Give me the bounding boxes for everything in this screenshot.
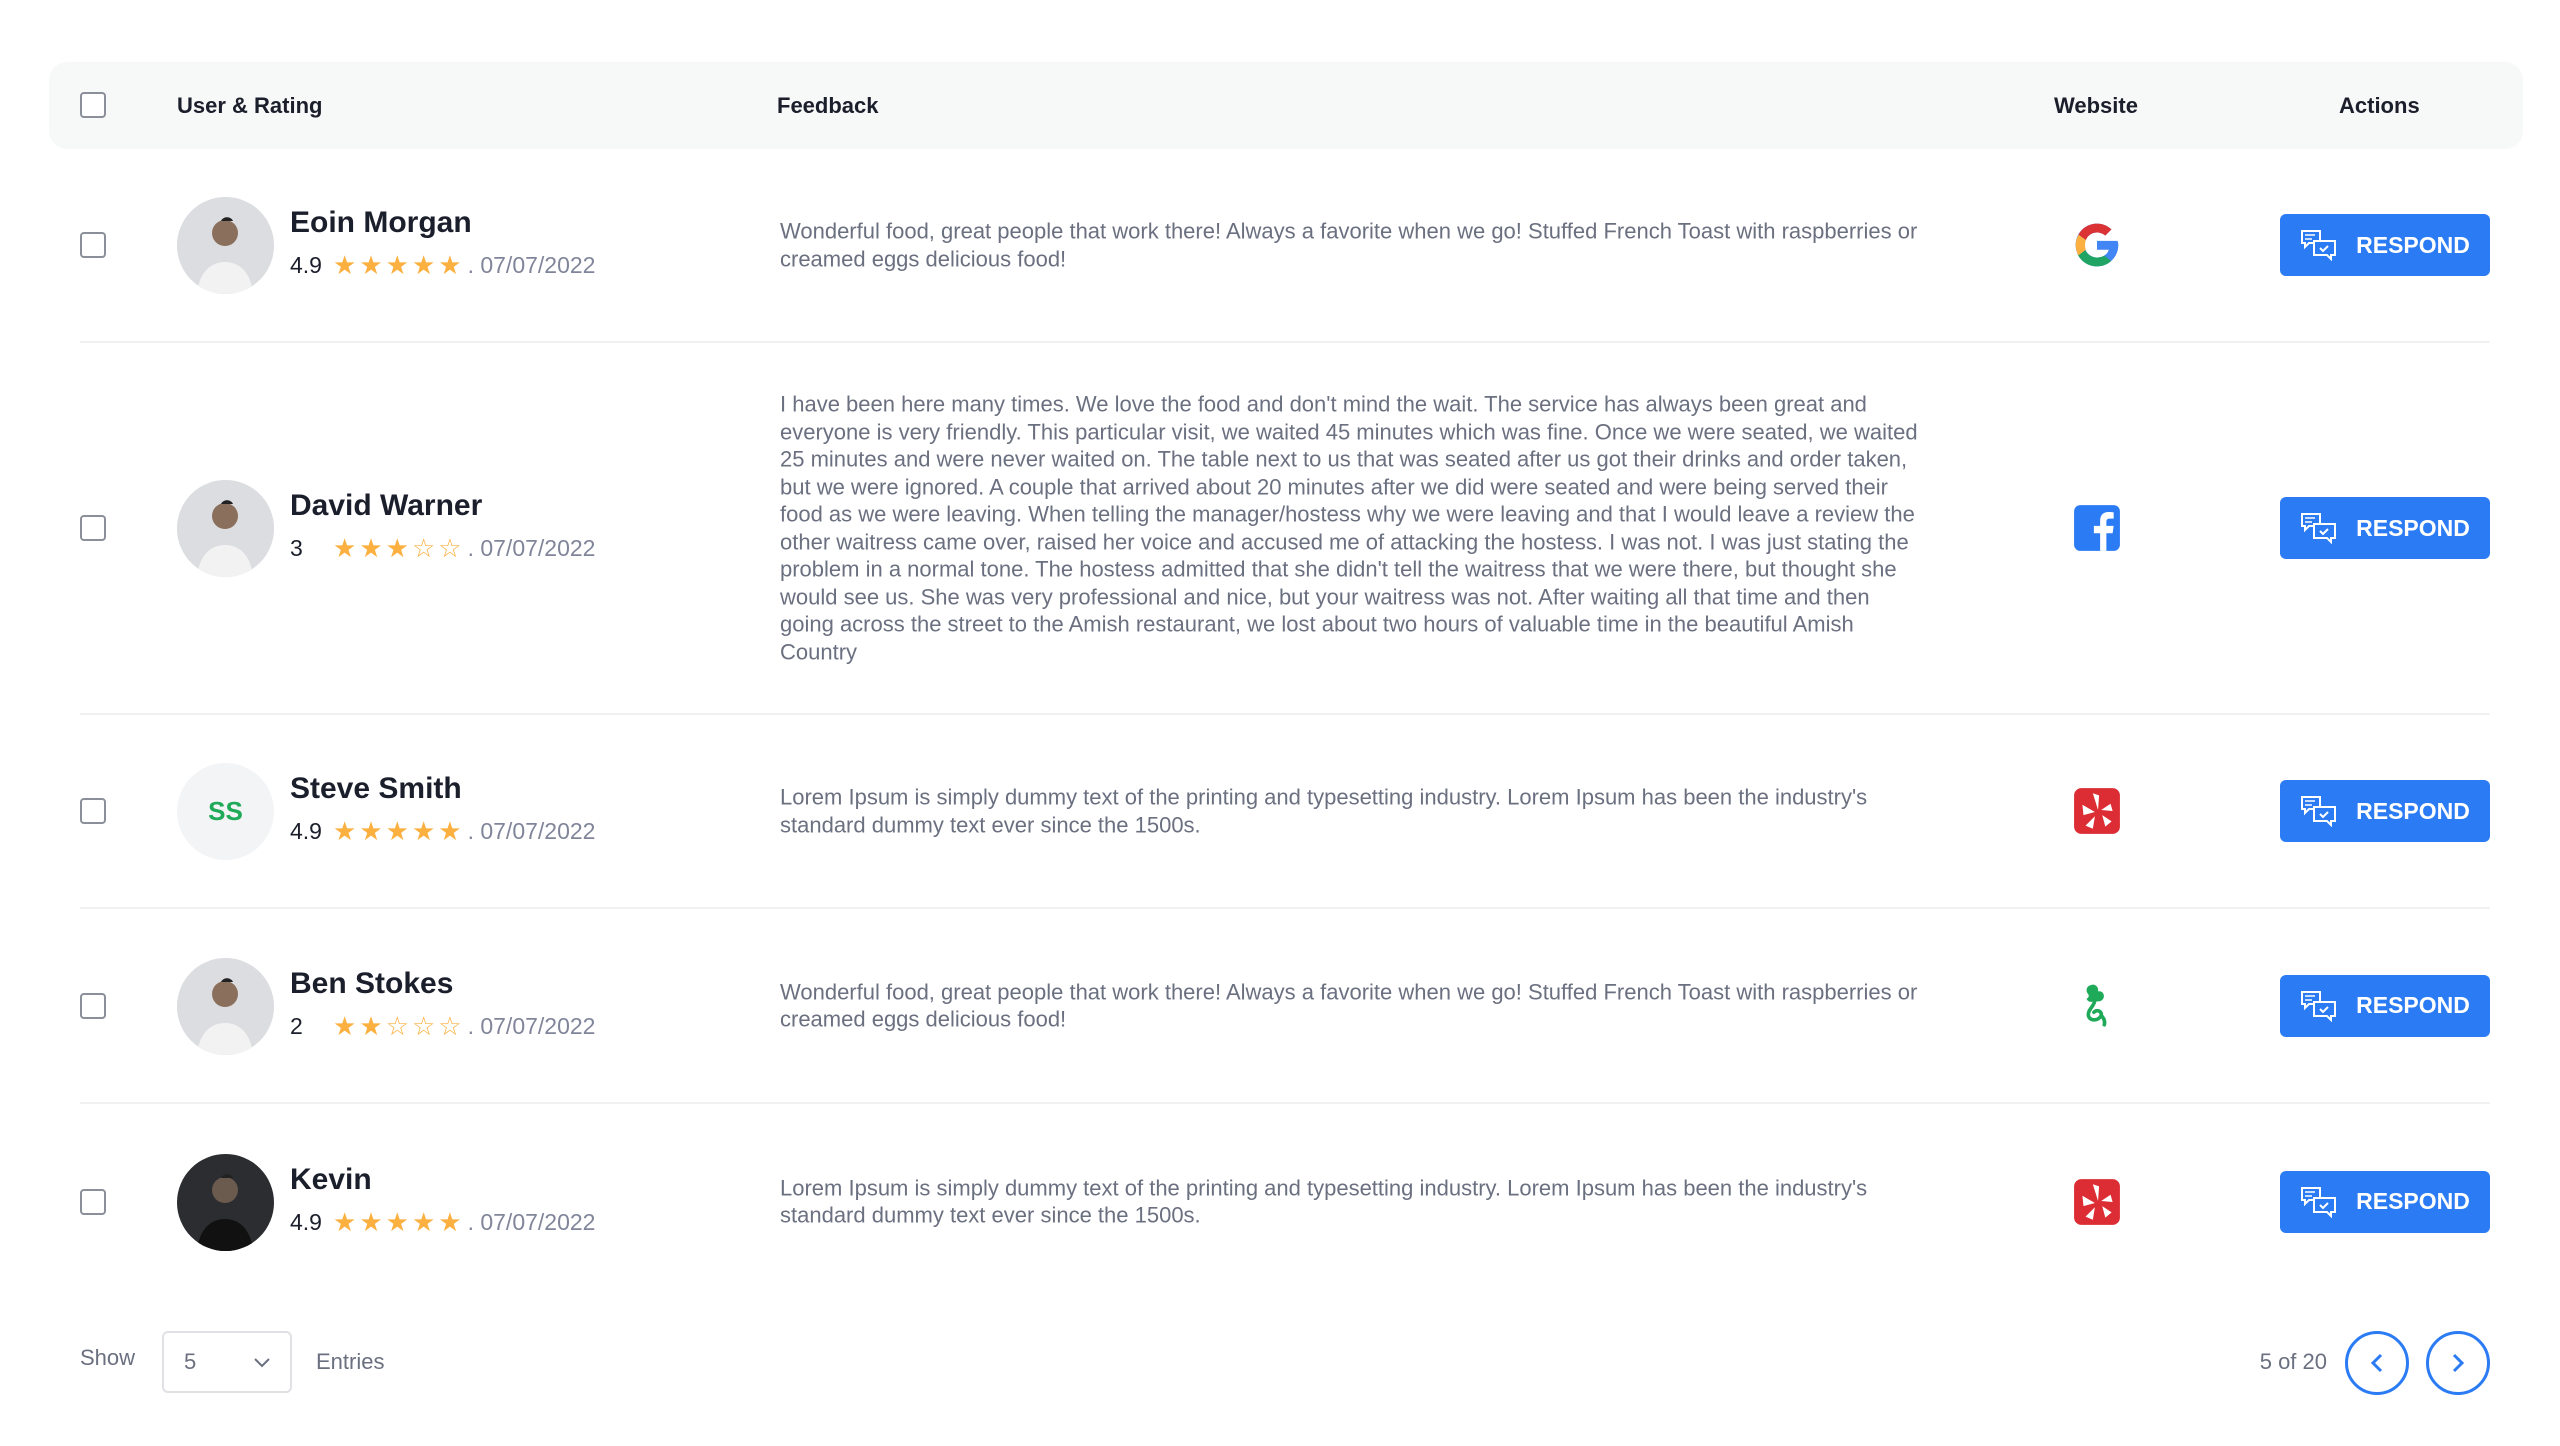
- respond-button[interactable]: [2280, 975, 2490, 1037]
- star-empty-icon: ☆: [438, 533, 462, 563]
- column-actions: Actions: [2339, 93, 2420, 118]
- avatar-initials: SS: [208, 796, 243, 826]
- review-date: . 07/07/2022: [467, 1012, 596, 1039]
- star-rating: [333, 811, 462, 851]
- star-filled-icon: ★: [385, 1206, 409, 1237]
- star-filled-icon: ★: [333, 816, 357, 846]
- star-filled-icon: ★: [359, 250, 383, 280]
- user-info: [290, 201, 595, 285]
- star-filled-icon: ★: [333, 1206, 357, 1237]
- facebook-icon: [2072, 503, 2122, 553]
- entries-value: 5: [184, 1349, 197, 1374]
- table-footer: [0, 1331, 2560, 1393]
- respond-label: RESPOND: [2356, 514, 2470, 541]
- star-filled-icon: ★: [359, 1206, 383, 1237]
- user-info: [290, 1158, 595, 1242]
- table-row: [80, 343, 2490, 715]
- previous-page-button[interactable]: [2345, 1331, 2409, 1395]
- table-row: [80, 909, 2490, 1104]
- avatar: [177, 480, 274, 577]
- tripadvisor-sprout-icon: [2072, 981, 2122, 1031]
- respond-label: RESPOND: [2356, 797, 2470, 824]
- star-filled-icon: ★: [438, 816, 462, 846]
- page-info: 5 of 20: [2259, 1349, 2327, 1374]
- next-page-button[interactable]: [2426, 1331, 2490, 1395]
- star-filled-icon: ★: [385, 533, 409, 563]
- star-filled-icon: ★: [411, 250, 436, 280]
- star-filled-icon: ★: [411, 1206, 436, 1237]
- rating-value: 4.9: [290, 1208, 322, 1235]
- column-website: Website: [2054, 93, 2138, 118]
- feedback-text: I have been here many times. We love the food and don't mind the wait. The service has always been great and everyone is very friendly. This particular visit, we waited 45 minutes which was fine. Once we were seated, we waited 25 minutes and were never waited on. The table next to us that was seated after us got their drinks and order taken, but we were ignored. A couple that arrived about 20 minutes after we did were seated and were being served their food as we were leaving. When telling the manager/hostess why we were leaving and that I would leave a review the other waitress came over, raised her voice and accused me of attacking the hostess. I was not. I was just stating the problem in a normal tone. The hostess admitted that she didn't tell the waitress that we were there, but thought she would see us. She was very professional and nice, but your waitress was not. After waiting all that time and then going across the street to the Amish restaurant, we lost about two hours of valuable time in the beautiful Amish Country: [780, 391, 1918, 664]
- star-rating: [333, 1202, 462, 1242]
- chevron-right-icon: [2448, 1351, 2468, 1375]
- table-row: [80, 715, 2490, 909]
- row-checkbox[interactable]: [80, 993, 106, 1019]
- respond-button[interactable]: [2280, 780, 2490, 842]
- google-icon: [2072, 220, 2122, 270]
- user-info: [290, 962, 595, 1046]
- respond-button[interactable]: [2280, 214, 2490, 276]
- star-filled-icon: ★: [385, 250, 409, 280]
- rating-value: 4.9: [290, 818, 322, 844]
- user-name: David Warner: [290, 489, 483, 522]
- star-rating: [333, 528, 462, 568]
- user-name: Eoin Morgan: [290, 206, 472, 239]
- review-date: . 07/07/2022: [467, 535, 596, 561]
- chat-icon: [2300, 229, 2338, 261]
- star-empty-icon: ☆: [385, 1010, 409, 1041]
- feedback-text: Wonderful food, great people that work there! Always a favorite when we go! Stuffed French Toast with raspberries or creamed eggs delicious food!: [780, 218, 1918, 271]
- select-all-checkbox[interactable]: [80, 92, 106, 118]
- user-info: [290, 767, 595, 851]
- star-filled-icon: ★: [411, 816, 436, 846]
- respond-label: RESPOND: [2356, 231, 2470, 258]
- row-checkbox[interactable]: [80, 515, 106, 541]
- respond-label: RESPOND: [2356, 1188, 2470, 1214]
- table-row: [80, 149, 2490, 343]
- star-filled-icon: ★: [438, 250, 462, 280]
- star-empty-icon: ☆: [438, 1010, 462, 1041]
- respond-button[interactable]: [2280, 497, 2490, 559]
- column-feedback: Feedback: [777, 93, 879, 118]
- star-empty-icon: ☆: [411, 1010, 436, 1041]
- chevron-down-icon: [252, 1355, 272, 1369]
- star-rating: [333, 1006, 462, 1046]
- star-rating: [333, 245, 462, 285]
- table-row: [80, 1104, 2490, 1299]
- feedback-text: Lorem Ipsum is simply dummy text of the printing and typesetting industry. Lorem Ipsum has been the industry's standard dummy text ever since the 1500s.: [780, 784, 1868, 837]
- feedback-text: Wonderful food, great people that work there! Always a favorite when we go! Stuffed French Toast with raspberries or creamed eggs delicious food!: [780, 979, 1918, 1032]
- star-filled-icon: ★: [333, 250, 357, 280]
- user-name: Steve Smith: [290, 772, 462, 805]
- column-user-rating: User & Rating: [177, 93, 323, 118]
- row-checkbox[interactable]: [80, 232, 106, 258]
- entries-label: Entries: [316, 1349, 385, 1374]
- chat-icon: [2300, 990, 2338, 1022]
- rating-value: 4.9: [290, 252, 322, 278]
- chat-icon: [2300, 512, 2338, 544]
- row-checkbox[interactable]: [80, 798, 106, 824]
- rating-value: 2: [290, 1012, 303, 1039]
- chat-icon: [2300, 1186, 2338, 1218]
- entries-select[interactable]: [162, 1331, 292, 1393]
- chevron-left-icon: [2367, 1351, 2387, 1375]
- star-empty-icon: ☆: [411, 533, 436, 563]
- user-info: [290, 484, 595, 568]
- chat-icon: [2300, 795, 2338, 827]
- user-name: Kevin: [290, 1162, 372, 1196]
- star-filled-icon: ★: [359, 533, 383, 563]
- show-label: Show: [80, 1345, 136, 1370]
- rating-value: 3: [290, 535, 303, 561]
- review-date: . 07/07/2022: [467, 252, 596, 278]
- yelp-icon: [2072, 786, 2122, 836]
- table-header: [49, 62, 2523, 149]
- user-name: Ben Stokes: [290, 966, 454, 1000]
- star-filled-icon: ★: [333, 1010, 357, 1041]
- respond-button[interactable]: [2280, 1171, 2490, 1233]
- avatar: [177, 763, 274, 860]
- review-date: . 07/07/2022: [467, 1208, 596, 1235]
- star-filled-icon: ★: [438, 1206, 462, 1237]
- avatar: [177, 197, 274, 294]
- avatar: [177, 958, 274, 1055]
- row-checkbox[interactable]: [80, 1189, 106, 1215]
- star-filled-icon: ★: [359, 1010, 383, 1041]
- review-date: . 07/07/2022: [467, 818, 596, 844]
- avatar: [177, 1154, 274, 1251]
- yelp-icon: [2072, 1177, 2122, 1227]
- respond-label: RESPOND: [2356, 992, 2470, 1018]
- star-filled-icon: ★: [333, 533, 357, 563]
- star-filled-icon: ★: [359, 816, 383, 846]
- star-filled-icon: ★: [385, 816, 409, 846]
- feedback-text: Lorem Ipsum is simply dummy text of the printing and typesetting industry. Lorem Ipsum has been the industry's standard dummy text ever since the 1500s.: [780, 1175, 1868, 1228]
